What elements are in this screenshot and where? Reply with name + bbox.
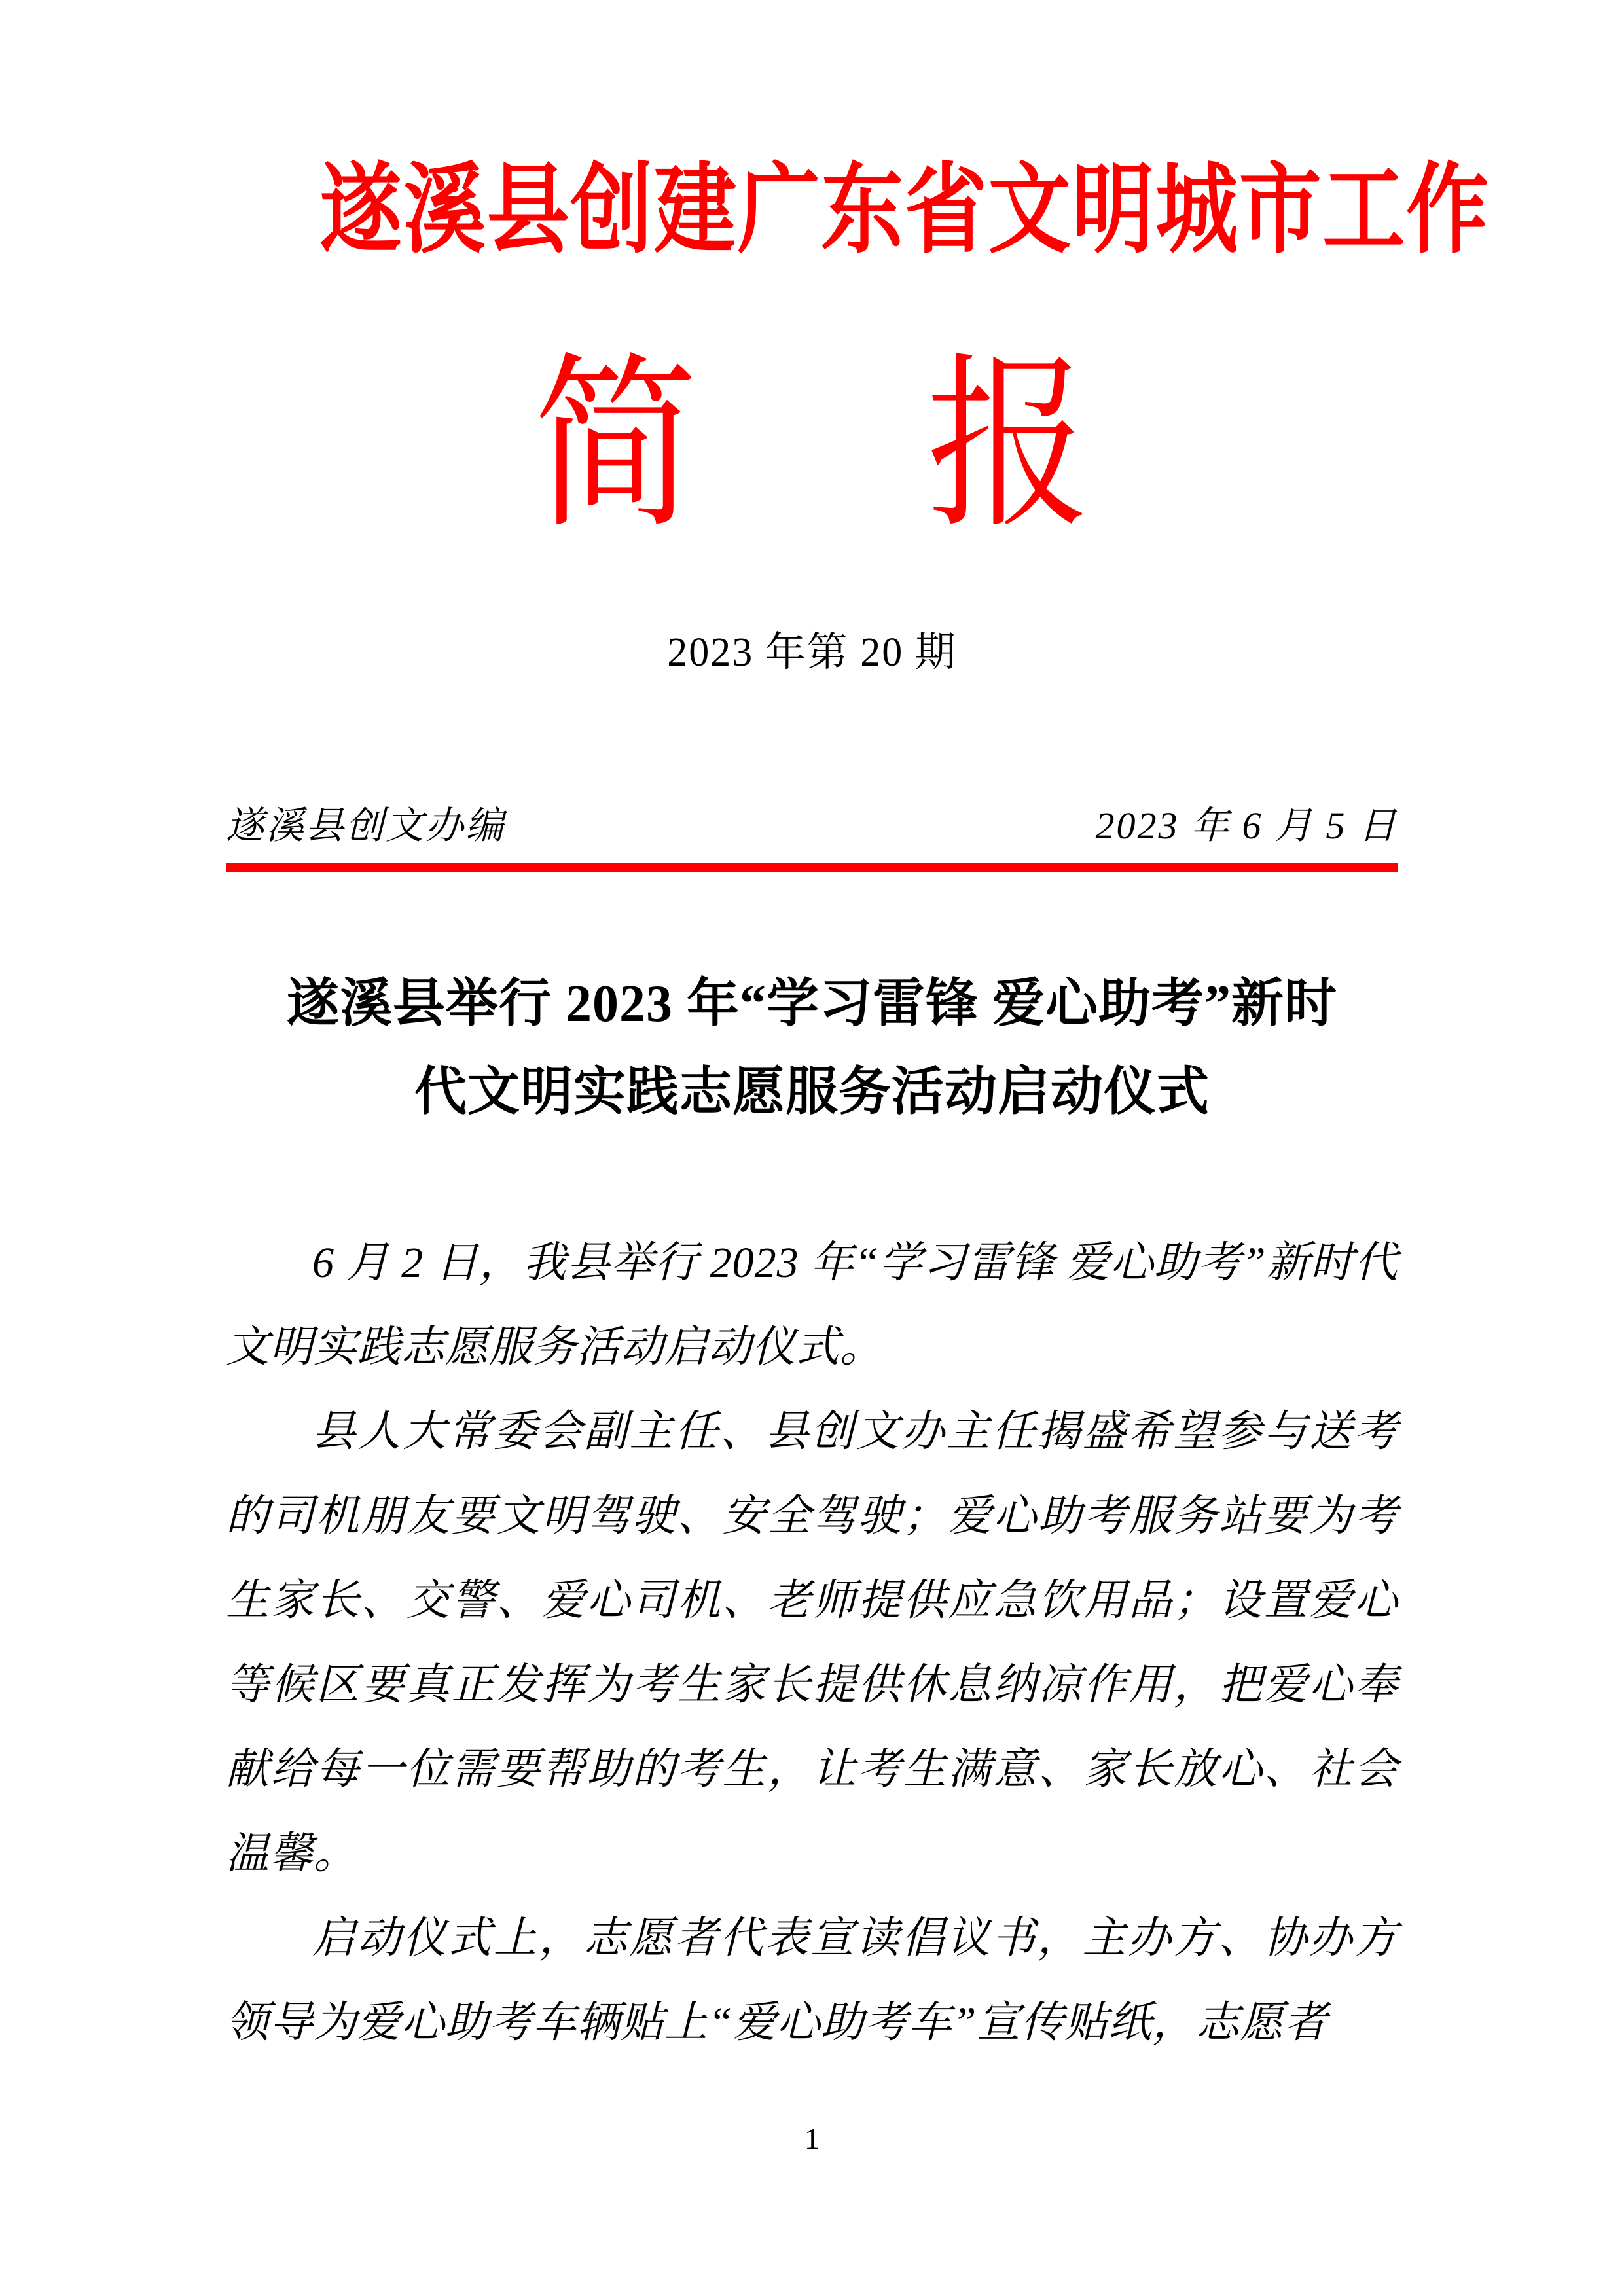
red-divider-rule <box>226 863 1398 872</box>
article-title-line-1: 遂溪县举行 2023 年“学习雷锋 爱心助考”新时 <box>287 975 1337 1033</box>
article-title-line-2: 代文明实践志愿服务活动启动仪式 <box>414 1064 1210 1121</box>
byline-row <box>226 797 1398 855</box>
article-title <box>226 960 1398 1137</box>
paragraph-1: 6 月 2 日，我县举行 2023 年“学习雷锋 爱心助考”新时代文明实践志愿服务活动启动仪式。 <box>226 1239 1398 1371</box>
masthead-bulletin-name <box>226 332 1398 561</box>
masthead-bulletin-char-1: 简 <box>533 343 698 550</box>
page-content <box>226 145 1490 2065</box>
issue-line: 2023 年第 20 期 <box>667 630 957 675</box>
article-body <box>226 1221 1398 2065</box>
masthead-bulletin-char-2: 报 <box>926 343 1091 550</box>
editor-label: 遂溪县创文办编 <box>226 804 506 847</box>
paragraph-2: 县人大常委会副主任、县创文办主任揭盛希望参与送考的司机朋友要文明驾驶、安全驾驶；爱心助考服务站要为考生家长、交警、爱心司机、老师提供应急饮用品；设置爱心等候区要真正发挥为考生家长提供休息纳凉作用，把爱心奉献给每一位需要帮助的考生，让考生满意、家长放心、社会温馨。 <box>226 1408 1398 1878</box>
masthead-org-title: 遂溪县创建广东省文明城市工作 <box>319 156 1490 265</box>
issue-date: 2023 年 6 月 5 日 <box>1095 804 1398 847</box>
page-number: 1 <box>804 2122 820 2155</box>
paragraph-3: 启动仪式上，志愿者代表宣读倡议书，主办方、协办方领导为爱心助考车辆贴上“爱心助考车”宣传贴纸，志愿者 <box>226 1914 1398 2047</box>
